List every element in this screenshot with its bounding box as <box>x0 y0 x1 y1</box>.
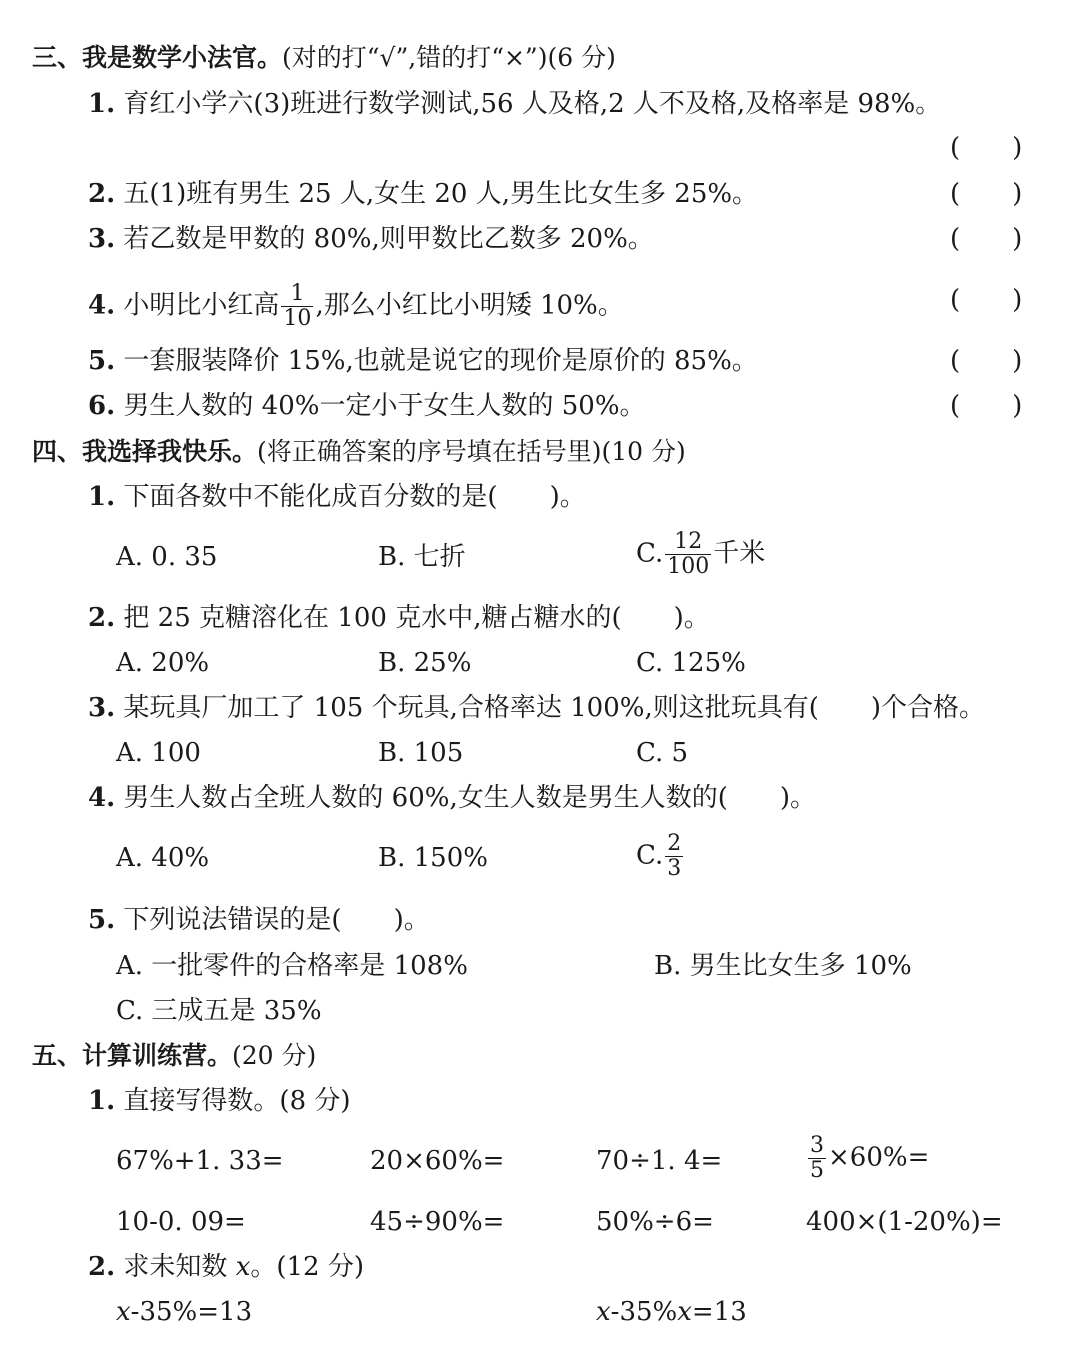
section-4-title: 四、我选择我快乐。 <box>32 437 258 466</box>
s3-item-3 <box>88 223 654 255</box>
option-c[interactable]: C. 125% <box>636 648 746 678</box>
s3-item-2 <box>88 178 758 210</box>
answer-paren-4[interactable]: ( ) <box>950 285 1023 315</box>
option-c[interactable] <box>636 832 685 881</box>
item-text: 男生人数的 40%一定小于女生人数的 50%。 <box>123 391 646 421</box>
s3-item-4 <box>88 282 624 331</box>
item-text: 育红小学六(3)班进行数学测试,56 人及格,2 人不及格,及格率是 98%。 <box>123 89 942 119</box>
calc-item[interactable] <box>806 1134 929 1183</box>
calc-item[interactable]: 10-0. 09= <box>116 1207 246 1237</box>
item-number: 2. <box>88 179 116 209</box>
fraction-denominator: 5 <box>810 1158 824 1183</box>
section-3-note: (对的打“√”,错的打“×”)(6 分) <box>282 43 616 72</box>
s4-question-2 <box>88 602 710 634</box>
s3-item-5 <box>88 345 758 377</box>
option-b[interactable]: B. 105 <box>378 738 464 768</box>
item-number: 3. <box>88 224 116 254</box>
fraction-denominator: 3 <box>667 856 682 881</box>
item-text: 若乙数是甲数的 80%,则甲数比乙数多 20%。 <box>123 224 654 254</box>
option-a[interactable]: A. 40% <box>116 843 210 873</box>
calc-item[interactable]: 20×60%= <box>370 1146 505 1176</box>
option-a[interactable]: A. 20% <box>116 648 210 678</box>
calc-text: ×60%= <box>828 1142 930 1173</box>
fraction <box>281 282 313 331</box>
question-number: 1. <box>88 482 116 512</box>
calc-item[interactable]: 45÷90%= <box>370 1207 505 1237</box>
s3-item-1 <box>88 88 941 120</box>
item-text: 一套服装降价 15%,也就是说它的现价是原价的 85%。 <box>123 346 758 376</box>
fraction <box>665 832 683 881</box>
part-text: 求未知数 <box>123 1252 236 1282</box>
option-label: C. <box>636 538 664 569</box>
part-number: 1. <box>88 1086 116 1116</box>
option-b[interactable]: B. 男生比女生多 10% <box>654 951 912 981</box>
option-b[interactable]: B. 七折 <box>378 542 466 572</box>
part-text: 。(12 分) <box>250 1252 364 1282</box>
s5-part-1 <box>88 1085 351 1117</box>
option-unit: 千米 <box>713 538 766 569</box>
option-b[interactable]: B. 25% <box>378 648 472 678</box>
variable-x: x <box>677 1297 692 1327</box>
fraction-numerator: 12 <box>674 529 703 554</box>
section-3-title: 三、我是数学小法官。 <box>32 43 283 72</box>
fraction-denominator: 10 <box>283 306 312 331</box>
calc-item[interactable]: 70÷1. 4= <box>596 1146 723 1176</box>
question-text: 下面各数中不能化成百分数的是( )。 <box>123 482 586 512</box>
question-text: 把 25 克糖溶化在 100 克水中,糖占糖水的( )。 <box>123 603 710 633</box>
equation-text: =13 <box>691 1297 747 1327</box>
variable-x: x <box>235 1252 251 1282</box>
answer-paren-2[interactable]: ( ) <box>950 179 1023 209</box>
section-4-heading <box>32 436 686 468</box>
equation-text: -35% <box>610 1297 678 1327</box>
variable-x: x <box>116 1297 131 1327</box>
fraction <box>808 1134 826 1183</box>
fraction-numerator: 1 <box>290 281 305 306</box>
option-b[interactable]: B. 150% <box>378 843 488 873</box>
question-text: 某玩具厂加工了 105 个玩具,合格率达 100%,则这批玩具有( )个合格。 <box>123 693 985 723</box>
fraction-denominator: 100 <box>667 554 710 579</box>
question-number: 4. <box>88 783 116 813</box>
section-5-heading <box>32 1040 316 1072</box>
option-c[interactable]: C. 5 <box>636 738 689 768</box>
part-text: 直接写得数。(8 分) <box>123 1086 351 1116</box>
calc-item[interactable]: 400×(1-20%)= <box>806 1207 1003 1237</box>
s3-item-6 <box>88 390 646 422</box>
option-label: C. <box>636 840 664 871</box>
s4-question-4 <box>88 782 816 814</box>
question-number: 2. <box>88 603 116 633</box>
equation-1[interactable] <box>116 1296 252 1328</box>
s4-question-3 <box>88 692 985 724</box>
item-text: 五(1)班有男生 25 人,女生 20 人,男生比女生多 25%。 <box>123 179 759 209</box>
option-c[interactable] <box>636 530 765 579</box>
section-4-note: (将正确答案的序号填在括号里)(10 分) <box>257 437 686 466</box>
option-c[interactable]: C. 三成五是 35% <box>116 996 322 1026</box>
answer-paren-6[interactable]: ( ) <box>950 391 1023 421</box>
answer-paren-5[interactable]: ( ) <box>950 346 1023 376</box>
option-a[interactable]: A. 100 <box>116 738 201 768</box>
section-3-heading <box>32 42 616 74</box>
item-number: 1. <box>88 89 116 119</box>
fraction <box>665 530 711 579</box>
calc-item[interactable]: 50%÷6= <box>596 1207 714 1237</box>
part-number: 2. <box>88 1252 116 1282</box>
item-number: 5. <box>88 346 116 376</box>
question-number: 5. <box>88 905 116 935</box>
s4-question-1 <box>88 481 586 513</box>
s5-part-2 <box>88 1251 364 1283</box>
answer-paren-3[interactable]: ( ) <box>950 224 1023 254</box>
item-text: 小明比小红高 <box>123 290 280 321</box>
calc-item[interactable]: 67%+1. 33= <box>116 1146 284 1176</box>
fraction-numerator: 2 <box>667 831 682 856</box>
question-text: 下列说法错误的是( )。 <box>123 905 430 935</box>
variable-x: x <box>596 1297 611 1327</box>
section-5-note: (20 分) <box>232 1041 317 1070</box>
question-number: 3. <box>88 693 116 723</box>
question-text: 男生人数占全班人数的 60%,女生人数是男生人数的( )。 <box>123 783 817 813</box>
item-number: 6. <box>88 391 116 421</box>
option-a[interactable]: A. 一批零件的合格率是 108% <box>116 951 468 981</box>
item-number: 4. <box>88 290 116 321</box>
item-text: ,那么小红比小明矮 10%。 <box>315 290 624 321</box>
s4-question-5 <box>88 904 430 936</box>
fraction-numerator: 3 <box>810 1133 824 1158</box>
equation-2[interactable] <box>596 1296 747 1328</box>
option-a[interactable]: A. 0. 35 <box>116 542 218 572</box>
answer-paren-1[interactable]: ( ) <box>950 133 1023 163</box>
section-5-title: 五、计算训练营。 <box>32 1041 233 1070</box>
equation-text: -35%=13 <box>130 1297 253 1327</box>
